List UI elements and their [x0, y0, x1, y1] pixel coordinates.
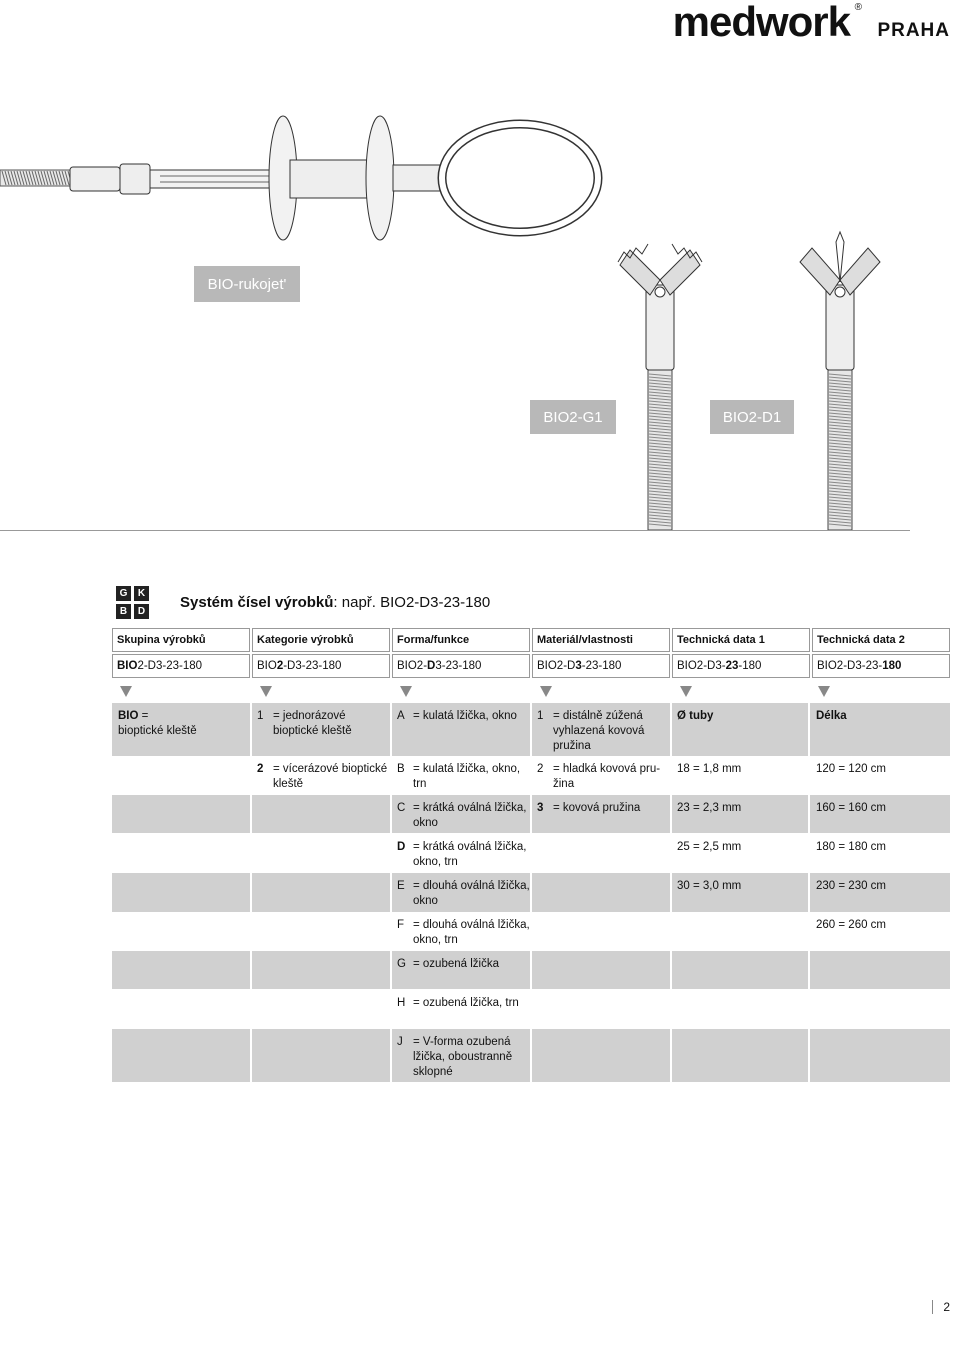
group-desc: bioptické kleště [118, 725, 197, 737]
forceps-illustration [0, 90, 960, 540]
label-bio2-g1: BIO2-G1 [530, 400, 616, 434]
tube-diameter-item: 18 = 1,8 mm [677, 763, 742, 775]
length-item: 230 = 230 cm [816, 880, 887, 892]
gkbd-badge [116, 586, 150, 620]
divider [0, 530, 910, 531]
length-item: 120 = 120 cm [816, 763, 887, 775]
length-heading: Délka [816, 710, 847, 722]
forceps-d1-illustration [800, 232, 880, 530]
down-arrow-icon [120, 686, 132, 697]
badge-letter-b: B [116, 604, 131, 619]
form-item: E = dlouhá oválná lžička, okno [397, 880, 530, 907]
tube-diameter-item: 23 = 2,3 mm [677, 802, 742, 814]
group-code: BIO [118, 710, 139, 722]
down-arrow-icon [400, 686, 412, 697]
header-cell: Technická data 1 [672, 628, 810, 652]
code-cell: BIO2-D3-23-180 [812, 654, 950, 678]
down-arrow-icon [260, 686, 272, 697]
header-cell: Technická data 2 [812, 628, 950, 652]
form-item: B = kulatá lžička, okno, trn [397, 763, 521, 790]
handle-slider [290, 160, 370, 198]
form-item: F = dlouhá oválná lžička, okno, trn [397, 919, 530, 946]
forceps-g1-illustration [618, 244, 702, 530]
header-cell: Materiál/vlastnosti [532, 628, 670, 652]
handle-connector [70, 167, 120, 191]
page-number: 2 [932, 1300, 950, 1314]
down-arrow-icon [680, 686, 692, 697]
tube-diameter-item: 30 = 3,0 mm [677, 880, 742, 892]
header-cell: Forma/funkce [392, 628, 530, 652]
category-item: 2 = vícerázové bioptické kleště [257, 763, 388, 790]
down-arrow-icon [818, 686, 830, 697]
label-bio-handle: BIO-rukojet' [194, 266, 300, 302]
form-item: H = ozubená lžička, trn [397, 997, 519, 1009]
form-item: C = krátká oválná lžička, okno [397, 802, 527, 829]
tube-diameter-heading: Ø tuby [677, 710, 714, 722]
badge-letter-d: D [134, 604, 149, 619]
code-cell: BIO2-D3-23-180 [532, 654, 670, 678]
section-title-bold: Systém čísel výrobků [180, 594, 334, 611]
down-arrow-icon [540, 686, 552, 697]
logo-text: medwork [672, 0, 850, 45]
logo-city: PRAHA [877, 20, 950, 41]
section-title-rest: : např. BIO2-D3-23-180 [333, 594, 491, 611]
length-item: 160 = 160 cm [816, 802, 887, 814]
badge-letter-g: G [116, 586, 131, 601]
handle-shaft [150, 170, 280, 188]
numbering-header [112, 628, 950, 678]
length-item: 180 = 180 cm [816, 841, 887, 853]
header-cell: Kategorie výrobků [252, 628, 390, 652]
tube-diameter-item: 25 = 2,5 mm [677, 841, 742, 853]
code-cell: BIO2-D3-23-180 [392, 654, 530, 678]
group-definition: BIO = bioptické kleště [118, 710, 197, 737]
finger-disc-right [366, 116, 394, 240]
material-item: 3 = kovová pružina [537, 802, 641, 814]
material-item: 2 = hladká kovová pru-žina [537, 763, 661, 790]
form-item: G = ozubená lžička [397, 958, 499, 970]
material-item: 1 = distálně zúžená vyhlazená kovová pružina [537, 710, 645, 752]
form-item: D = krátká oválná lžička, okno, trn [397, 841, 527, 868]
label-bio2-d1: BIO2-D1 [710, 400, 794, 434]
code-cell: BIO2-D3-23-180 [672, 654, 810, 678]
code-cell: BIO2-D3-23-180 [112, 654, 250, 678]
badge-letter-k: K [134, 586, 149, 601]
form-item: J = V-forma ozubená lžička, oboustranně sklopné [397, 1036, 513, 1078]
section-title [180, 594, 490, 611]
length-item: 260 = 260 cm [816, 919, 887, 931]
code-cell: BIO2-D3-23-180 [252, 654, 390, 678]
handle-sleeve [120, 164, 150, 194]
category-item: 1 = jednorázové bioptické kleště [257, 710, 352, 737]
form-item: A = kulatá lžička, okno [397, 710, 517, 722]
registered-mark: ® [854, 2, 862, 13]
header-cell: Skupina výrobků [112, 628, 250, 652]
